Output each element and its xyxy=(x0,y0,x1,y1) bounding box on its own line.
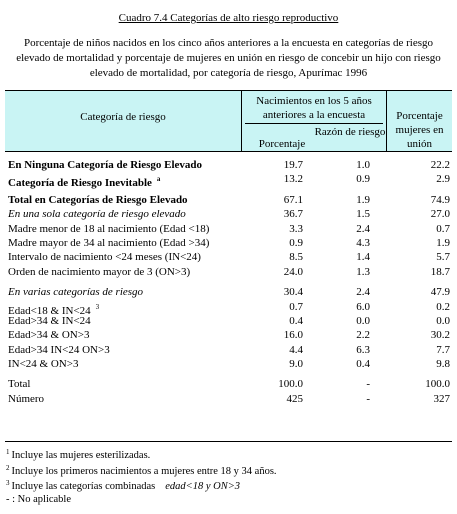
cell-razon-riesgo: 0.4 xyxy=(356,358,370,371)
header-span-rule xyxy=(245,123,383,124)
cell-porcentaje-mujeres: 0.2 xyxy=(436,300,450,313)
cell-porcentaje: 16.0 xyxy=(283,329,303,342)
cell-porcentaje: 13.2 xyxy=(283,173,303,186)
row-label: Categoría de Riesgo Inevitable $^a$ xyxy=(8,175,161,190)
cell-porcentaje-mujeres: 22.2 xyxy=(430,159,450,171)
cell-porcentaje: 0.7 xyxy=(289,300,303,313)
cell-razon-riesgo: 2.2 xyxy=(356,329,370,342)
footnote-text: - : No aplicable xyxy=(6,493,72,505)
row-label: Edad>34 & ON>3 xyxy=(8,329,90,342)
cell-razon-riesgo: 2.4 xyxy=(356,222,370,235)
footnote xyxy=(6,461,451,477)
row-label: En varias categorías de riesgo xyxy=(8,286,144,299)
cell-razon-riesgo: 0.0 xyxy=(356,314,370,327)
table-row xyxy=(8,193,452,207)
footnote xyxy=(6,445,451,461)
cell-porcentaje-mujeres: 9.8 xyxy=(436,358,450,371)
cell-porcentaje: 19.7 xyxy=(283,159,303,171)
table-row xyxy=(8,158,452,172)
cell-porcentaje: 30.4 xyxy=(283,286,303,299)
footnote xyxy=(6,492,451,508)
header-razon-riesgo: Razón de riesgo xyxy=(314,126,386,138)
cell-porcentaje: 8.5 xyxy=(289,251,303,264)
footnote-number: 1 xyxy=(6,448,10,456)
cell-porcentaje-mujeres: 27.0 xyxy=(430,208,450,221)
table-row xyxy=(8,207,452,221)
cell-porcentaje: 0.4 xyxy=(289,314,303,327)
table-row xyxy=(8,236,452,250)
table-bottom-rule xyxy=(5,441,452,442)
table-header xyxy=(5,90,452,152)
row-label: Total en Categorías de Riesgo Elevado xyxy=(8,193,188,206)
cell-razon-riesgo: - xyxy=(366,378,370,391)
cell-razon-riesgo: 1.5 xyxy=(356,208,370,221)
cell-porcentaje: 3.3 xyxy=(289,222,303,235)
cell-razon-riesgo: 1.9 xyxy=(356,193,370,206)
cell-razon-riesgo: 1.3 xyxy=(356,265,370,278)
cell-porcentaje-mujeres: 74.9 xyxy=(430,193,450,206)
cell-porcentaje-mujeres: 2.9 xyxy=(436,173,450,186)
row-label: Orden de nacimiento mayor de 3 (ON>3) xyxy=(8,265,191,278)
header-porcentaje-mujeres: Porcentaje mujeres en unión xyxy=(395,110,444,150)
table-row xyxy=(8,285,452,299)
table-row xyxy=(8,357,452,371)
footnote xyxy=(6,476,451,492)
table-row xyxy=(8,300,452,317)
table-title: Cuadro 7.4 Categorías de alto riesgo reproductivo xyxy=(118,12,339,24)
footnote-number: 3 xyxy=(6,479,10,487)
cell-porcentaje: 100.0 xyxy=(278,378,303,391)
table-row xyxy=(8,265,452,279)
row-label: Madre menor de 18 al nacimiento (Edad <18) xyxy=(8,222,210,235)
table-row xyxy=(8,328,452,342)
cell-porcentaje: 425 xyxy=(286,392,303,405)
header-porcentaje: Porcentaje xyxy=(258,138,306,150)
cell-razon-riesgo: 6.3 xyxy=(356,343,370,356)
header-categoria: Categoría de riesgo xyxy=(80,111,166,123)
row-label: Número xyxy=(8,392,45,405)
cell-razon-riesgo: 1.4 xyxy=(356,251,370,264)
row-label: Edad>34 & IN<24 xyxy=(8,314,91,327)
cell-razon-riesgo: 1.0 xyxy=(356,159,370,171)
cell-porcentaje: 67.1 xyxy=(283,193,303,206)
cell-porcentaje-mujeres: 327 xyxy=(433,392,450,405)
footnote-marker: a xyxy=(156,175,161,184)
cell-porcentaje-mujeres: 47.9 xyxy=(430,286,450,299)
table-row xyxy=(8,314,452,328)
cell-porcentaje-mujeres: 18.7 xyxy=(430,265,450,278)
cell-razon-riesgo: - xyxy=(366,392,370,405)
cell-razon-riesgo: 2.4 xyxy=(356,286,370,299)
row-label: Edad<18 & IN<24 $^3$ xyxy=(8,302,100,317)
cell-porcentaje-mujeres: 30.2 xyxy=(430,329,450,342)
row-label: IN<24 & ON>3 xyxy=(8,358,79,371)
cell-porcentaje: 36.7 xyxy=(283,208,303,221)
cell-porcentaje-mujeres: 0.0 xyxy=(436,314,450,327)
footnote-text: Incluye las categorías combinadas xyxy=(11,481,156,492)
cell-porcentaje: 24.0 xyxy=(283,265,303,278)
footnote-number: 2 xyxy=(6,463,10,472)
row-label: Intervalo de nacimiento <24 meses (IN<24) xyxy=(8,251,201,264)
cell-porcentaje-mujeres: 0.7 xyxy=(436,222,450,235)
table-row xyxy=(8,172,452,190)
footnote-marker: 3 xyxy=(95,302,100,311)
table-row xyxy=(8,377,452,391)
row-label: En una sola categoría de riesgo elevado xyxy=(8,208,186,221)
table-row xyxy=(8,250,452,264)
cell-porcentaje-mujeres: 5.7 xyxy=(436,251,450,264)
cell-porcentaje-mujeres: 1.9 xyxy=(436,236,450,249)
cell-porcentaje: 9.0 xyxy=(289,358,303,371)
cell-porcentaje-mujeres: 100.0 xyxy=(425,378,450,391)
footnotes xyxy=(6,445,451,507)
footnote-text: Incluye los primeros nacimientos a mujeres entre 18 y 34 años. xyxy=(11,465,277,477)
row-label: Edad>34 IN<24 ON>3 xyxy=(8,343,110,356)
table-subtitle: Porcentaje de niños nacidos en los cinco años anteriores a la encuesta en categorías de riesgo elevado de mortalidad y porcentaje de mujeres en unión en riesgo de concebir un hijo con riesgo elevado de mortalidad, por categoría de riesgo, Apurímac 1996 xyxy=(16,37,441,79)
table-row xyxy=(8,222,452,236)
cell-porcentaje: 0.9 xyxy=(289,236,303,249)
table-row xyxy=(8,343,452,357)
cell-razon-riesgo: 0.9 xyxy=(356,173,370,186)
cell-razon-riesgo: 4.3 xyxy=(356,236,370,249)
table-body xyxy=(8,158,452,406)
cell-razon-riesgo: 6.0 xyxy=(356,300,370,313)
cell-porcentaje: 4.4 xyxy=(289,343,303,356)
footnote-text: Incluye las mujeres esterilizadas. xyxy=(11,450,151,461)
cell-porcentaje-mujeres: 7.7 xyxy=(436,343,450,356)
footnote-italic: edad<18 y ON>3 xyxy=(165,481,241,492)
row-label: Total xyxy=(8,378,31,391)
row-label: Madre mayor de 34 al nacimiento (Edad >34) xyxy=(8,236,210,249)
header-nacimientos: Nacimientos en los 5 años anteriores a la encuesta xyxy=(256,95,372,121)
row-label: En Ninguna Categoría de Riesgo Elevado xyxy=(8,159,203,171)
table-row xyxy=(8,392,452,406)
